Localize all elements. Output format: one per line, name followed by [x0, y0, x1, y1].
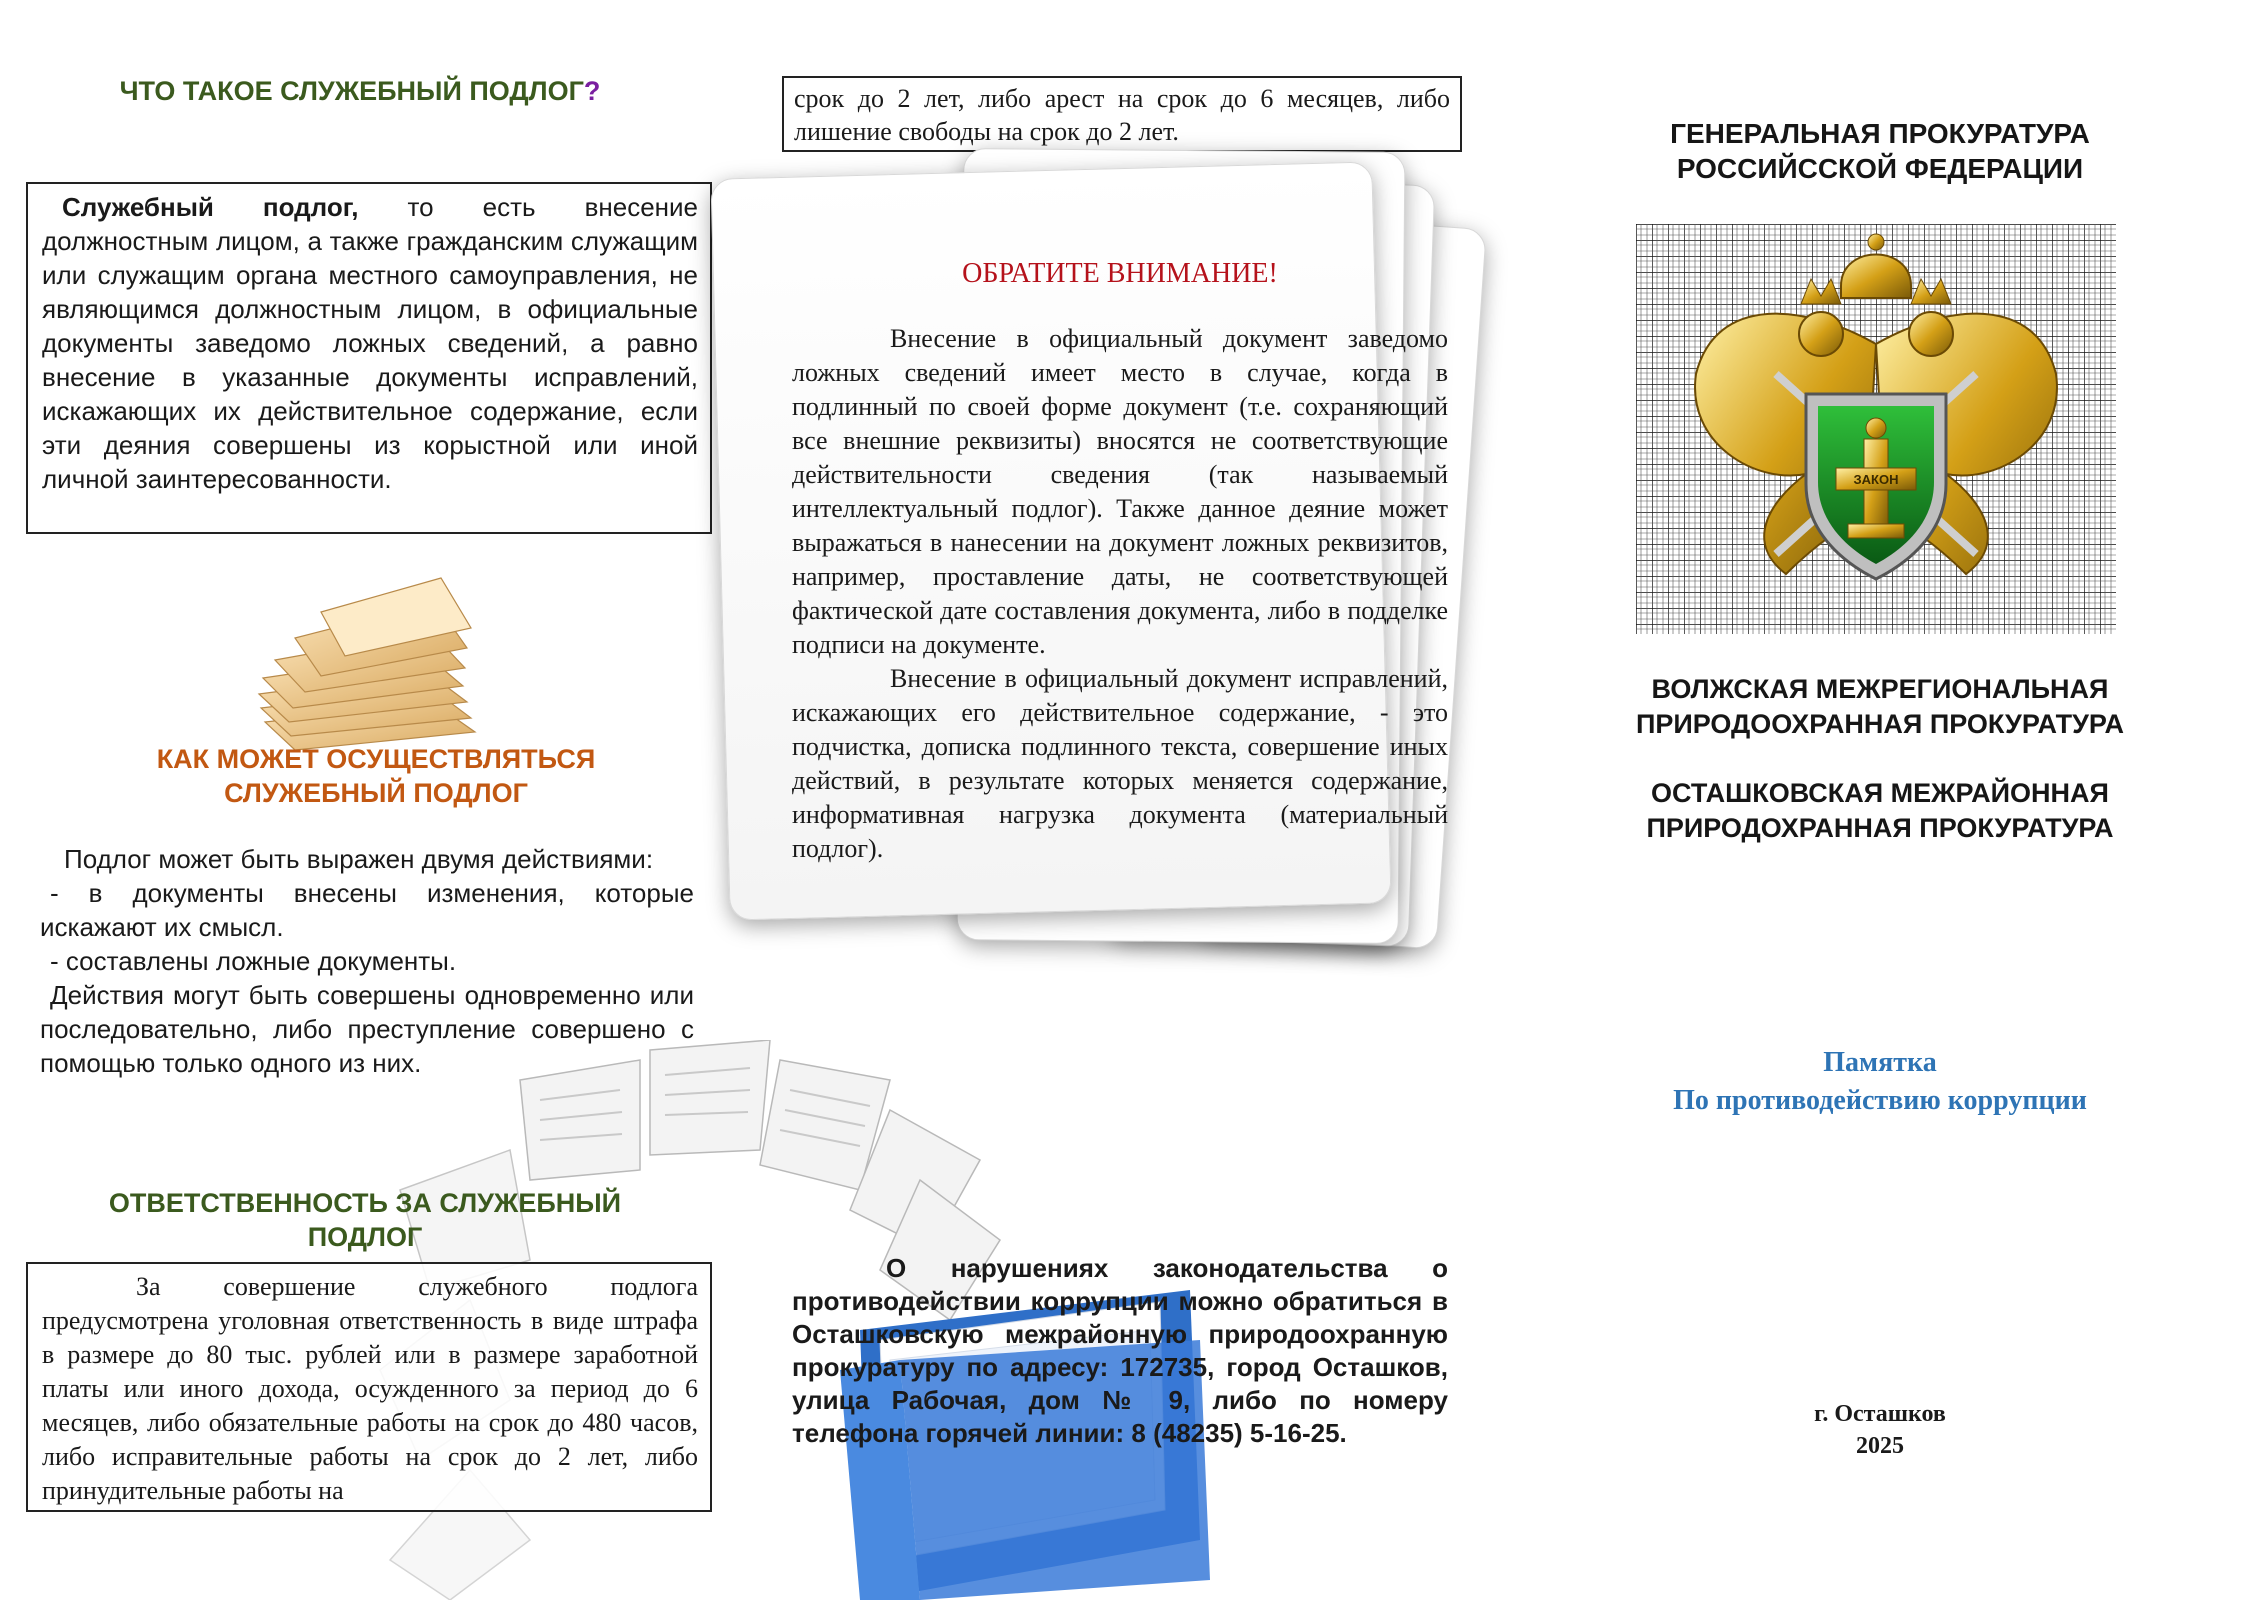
definition-box — [26, 182, 712, 534]
attention-paragraph-1: Внесение в официальный документ заведомо ложных сведений имеет место в случае, когда в подлинный по своей форме документ (т.е. сохраняющий все внешние реквизиты) вносятся не соответствующие действительности сведения (так называемый интеллектуальный подлог). Также данное деяние может выражаться в нанесении на документ ложных реквизитов, например, проставление даты, не соответствующей фактической дате составления документа, либо в подделке подписи на документе. — [792, 324, 1448, 659]
how-heading — [86, 742, 666, 810]
memo-title-line1: Памятка — [1823, 1047, 1937, 1078]
org-title-line2: РОССИЙССКОЙ ФЕДЕРАЦИИ — [1676, 153, 2084, 184]
org-title — [1560, 116, 2200, 186]
continued-text: срок до 2 лет, либо арест на срок до 6 месяцев, либо лишение свободы на срок до 2 лет. — [794, 84, 1450, 146]
attention-paragraph-2: Внесение в официальный документ исправлений, искажающих его действительное содержание, - это подчистка, дописка подлинного текста, совершение иных действий, в результате которых меняется содержание, информативная нагрузка документа (материальный подлог). — [792, 664, 1448, 863]
how-paragraph-1: Подлог может быть выражен двумя действиями: — [64, 844, 654, 874]
folders-stack-icon — [235, 572, 495, 752]
org-title-line1: ГЕНЕРАЛЬНАЯ ПРОКУРАТУРА — [1670, 118, 2090, 149]
subtitle-ostashkov-line2: ПРИРОДОХРАННАЯ ПРОКУРАТУРА — [1646, 813, 2114, 843]
attention-content — [792, 258, 1448, 866]
contact-text: О нарушениях законодательства о противодействии коррупции можно обратиться в Осташковскую межрайонную природоохранную прокуратуру по адресу: 172735, город Осташков, улица Рабочая, дом № 9, либо по номеру телефона горячей линии: 8 (48235) 5-16-25. — [792, 1253, 1448, 1448]
responsibility-box — [26, 1262, 712, 1512]
responsibility-heading-line1: ОТВЕТСТВЕННОСТЬ ЗА СЛУЖЕБНЫЙ — [108, 1188, 622, 1218]
definition-term: Служебный подлог, — [62, 192, 359, 222]
how-paragraph-2: - в документы внесены изменения, которые искажают их смысл. — [40, 878, 694, 942]
city: г. Осташков — [1814, 1401, 1946, 1427]
subtitle-ostashkov — [1560, 776, 2200, 846]
how-paragraph-3: - составлены ложные документы. — [50, 946, 457, 976]
city-year — [1560, 1398, 2200, 1462]
subtitle-ostashkov-line1: ОСТАШКОВСКАЯ МЕЖРАЙОННАЯ — [1651, 778, 2109, 808]
definition-paragraph — [42, 190, 698, 496]
what-is-heading-text: ЧТО ТАКОЕ СЛУЖЕБНЫЙ ПОДЛОГ — [119, 76, 584, 106]
subtitle-volga-line2: ПРИРОДООХРАННАЯ ПРОКУРАТУРА — [1635, 709, 2125, 739]
memo-title — [1560, 1044, 2200, 1120]
how-paragraph-4: Действия могут быть совершены одновременно или последовательно, либо преступление совершено с помощью только одного из них. — [40, 980, 694, 1078]
subtitle-volga-line1: ВОЛЖСКАЯ МЕЖРЕГИОНАЛЬНАЯ — [1651, 674, 2109, 704]
attention-title: ОБРАТИТЕ ВНИМАНИЕ! — [962, 258, 1278, 289]
how-heading-line2: СЛУЖЕБНЫЙ ПОДЛОГ — [224, 778, 528, 808]
emblem-text: ЗАКОН — [1853, 472, 1899, 487]
memo-title-line2: По противодействию коррупции — [1673, 1085, 2087, 1116]
year: 2025 — [1856, 1433, 1904, 1459]
responsibility-heading — [60, 1186, 670, 1254]
definition-text: то есть внесение должностным лицом, а также гражданским служащим или служащим органа местного самоуправления, не являющимся должностным лицом, в официальные документы заведомо ложных сведений, а равно внесение в указанные документы исправлений, искажающих их действительное содержание, если эти деяния совершены из корыстной или иной личной заинтересованности. — [42, 192, 699, 494]
responsibility-text: За совершение служебного подлога предусмотрена уголовная ответственность в виде штрафа в размере до 80 тыс. рублей или в размере заработной платы или иного дохода, осужденного за период до 6 месяцев, либо обязательные работы на срок до 480 часов, либо исправительные работы на срок до 2 лет, либо принудительные работы на — [42, 1272, 698, 1505]
what-is-heading — [60, 76, 660, 107]
how-heading-line1: КАК МОЖЕТ ОСУЩЕСТВЛЯТЬСЯ — [156, 744, 596, 774]
responsibility-heading-line2: ПОДЛОГ — [307, 1222, 423, 1252]
subtitle-volga — [1560, 672, 2200, 742]
prosecutor-emblem-icon — [1636, 224, 2116, 634]
question-mark: ? — [583, 76, 601, 106]
